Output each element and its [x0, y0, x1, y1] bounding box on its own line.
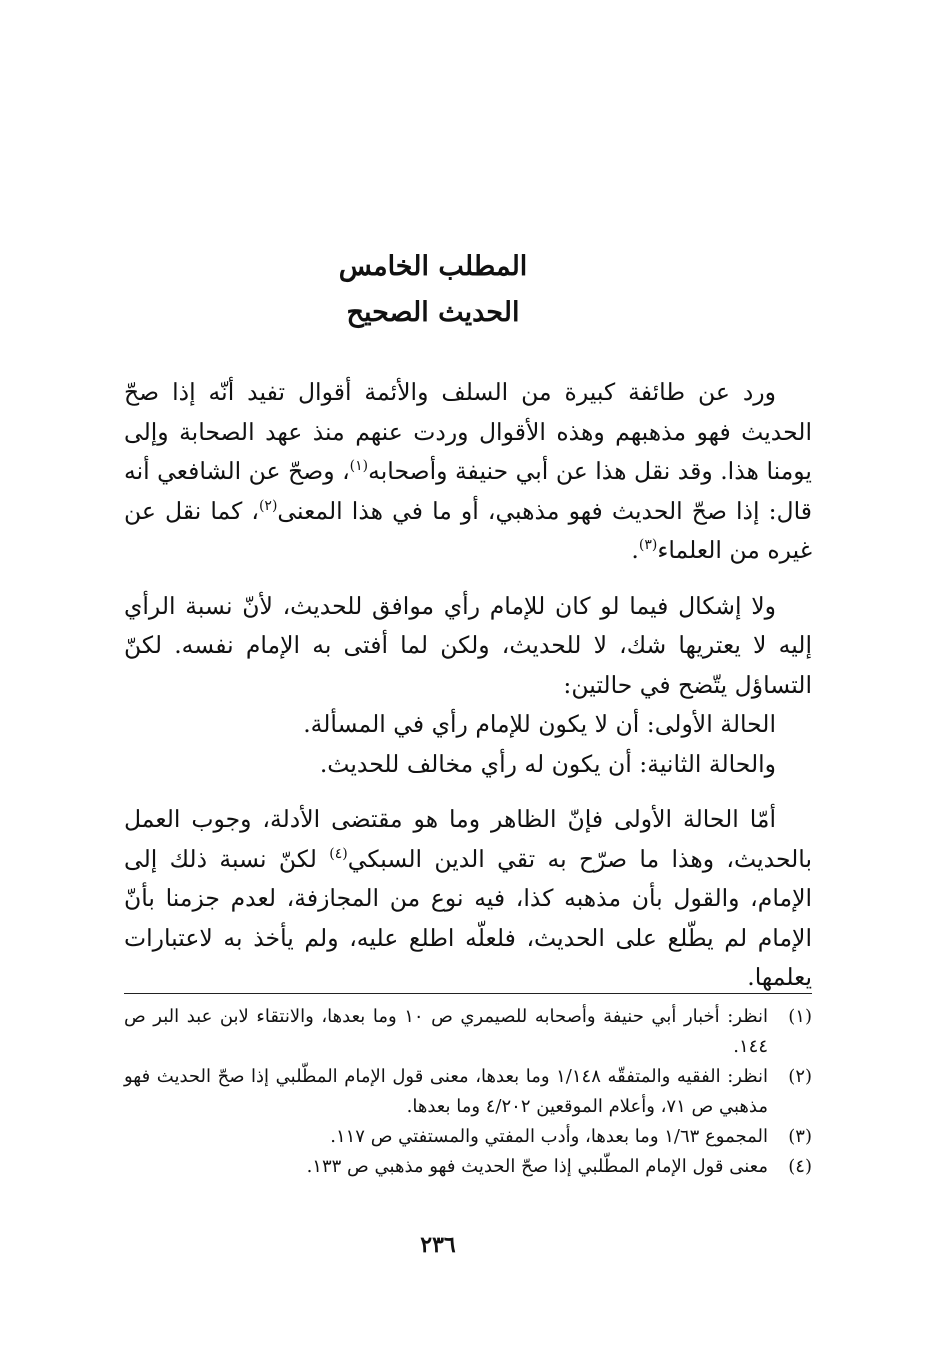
footnotes	[124, 1002, 812, 1182]
footnote-3	[124, 1122, 812, 1152]
footnote-ref-2: (٢)	[258, 497, 278, 514]
case-1-line: الحالة الأولى: أن لا يكون للإمام رأي في المسألة.	[303, 710, 776, 738]
paragraph-3-part-a: أمّا الحالة الأولى فإنّ الظاهر وما هو مقتضى الأدلة، وجوب العمل بالحديث، وهذا ما صرّح به تقي الدين السبكي	[124, 805, 812, 873]
section-subtitle: الحديث الصحيح	[346, 297, 520, 328]
paragraph-1-part-c: ، كما نقل عن غيره من العلماء	[124, 496, 812, 564]
paragraph-3-part-b: لكنّ نسبة ذلك إلى الإمام، والقول بأن مذهبه كذا، فيه نوع من المجازفة، لعدم جزمنا بأنّ الإمام لم يطّلع على الحديث، فلعلّه اطلع عليه، ولم يأخذ به لاعتبارات يعلمها.	[124, 844, 812, 991]
paragraph-1-part-a: ورد عن طائفة كبيرة من السلف والأئمة أقوال تفيد أنّه إذا صحّ الحديث فهو مذهبهم وهذه الأقوال وردت عنهم منذ عهد الصحابة وإلى يومنا هذا. وقد نقل هذا عن أبي حنيفة وأصحابه	[124, 378, 812, 485]
paragraph-2: ولا إشكال فيما لو كان للإمام رأي موافق للحديث، لأنّ نسبة الرأي إليه لا يعتريها شك، لا للحديث، ولكن لما أفتى به الإمام نفسه. لكنّ التساؤل يتّضح في حالتين:	[124, 591, 812, 699]
main-text	[124, 373, 812, 998]
footnote-2-text: انظر: الفقيه والمتفقّه ١/١٤٨ وما بعدها، معنى قول الإمام المطّلبي إذا صحّ الحديث فهو مذهبي ص ٧١، وأعلام الموقعين ٤/٢٠٢ وما بعدها.	[124, 1066, 769, 1117]
footnote-separator	[124, 993, 812, 994]
paragraph-gap	[124, 571, 812, 587]
footnote-4	[124, 1152, 812, 1182]
footnote-4-number: (٤)	[788, 1156, 812, 1177]
paragraph-1-part-b: ، وصحّ عن الشافعي أنه قال: إذا صحّ الحديث فهو مذهبي، أو ما في هذا المعنى	[124, 457, 812, 525]
footnote-1	[124, 1002, 812, 1062]
case-2-line: والحالة الثانية: أن يكون له رأي مخالف للحديث.	[319, 749, 776, 778]
page-number	[0, 1232, 946, 1258]
footnote-2	[124, 1062, 812, 1122]
page-number-text: ٢٣٦	[420, 1232, 456, 1258]
paragraph-1-part-d: .	[631, 536, 639, 564]
footnote-2-number: (٢)	[788, 1066, 813, 1087]
footnote-ref-1: (١)	[349, 458, 369, 475]
section-title: المطلب الخامس	[338, 251, 528, 282]
paragraph-3	[124, 800, 812, 998]
footnote-3-number: (٣)	[788, 1126, 812, 1147]
footnote-ref-4: (٤)	[329, 845, 348, 862]
section-heading	[0, 244, 946, 336]
footnote-4-text: معنى قول الإمام المطّلبي إذا صحّ الحديث فهو مذهبي ص ١٣٣.	[306, 1156, 768, 1177]
footnote-1-number: (١)	[788, 1006, 812, 1027]
footnote-ref-3: (٣)	[638, 537, 658, 554]
footnote-1-text: انظر: أخبار أبي حنيفة وأصحابه للصيمري ص ١٠ وما بعدها، والانتقاء لابن عبد البر ص ١٤٤.	[124, 1006, 768, 1057]
paragraph-1	[124, 373, 812, 571]
paragraph-gap	[124, 784, 812, 800]
footnote-3-text: المجموع ١/٦٣ وما بعدها، وأدب المفتي والمستفتي ص ١١٧.	[330, 1126, 768, 1147]
